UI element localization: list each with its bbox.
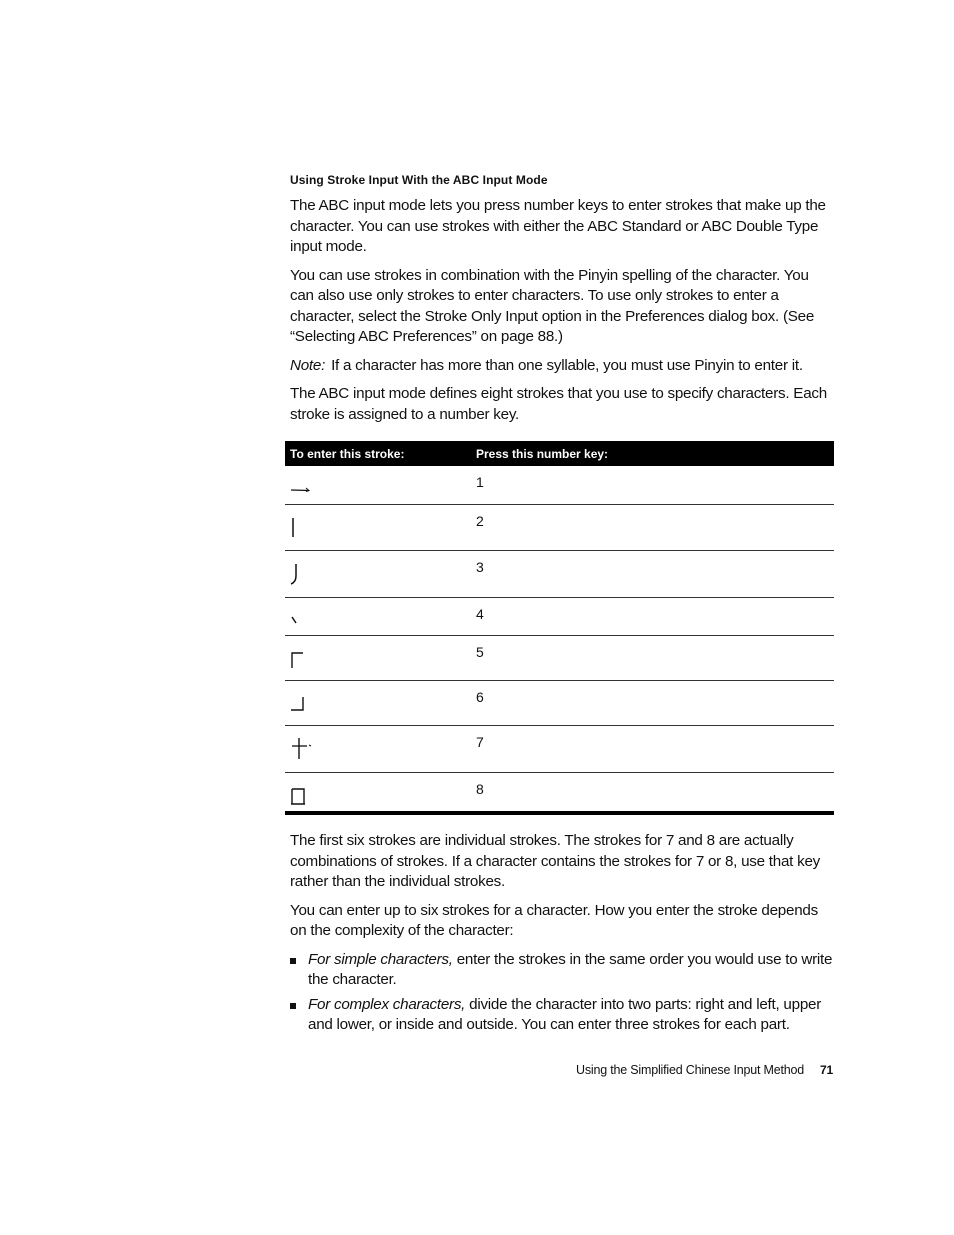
section-heading: Using Stroke Input With the ABC Input Mode (290, 173, 548, 187)
key-cell: 3 (476, 550, 834, 597)
header-key: Press this number key: (476, 441, 834, 466)
key-cell: 5 (476, 635, 834, 680)
combination-paragraph: You can use strokes in combination with the Pinyin spelling of the character. You can also use only strokes to enter characters. To use only strokes to enter a character, select the Stroke Only Input option in the Preferences dialog box. (See “Selecting ABC Preferences” on page 88.) (290, 266, 815, 345)
key-cell: 7 (476, 725, 834, 772)
table-row (285, 504, 834, 550)
vertical-stroke-icon (290, 515, 320, 539)
bullet-text: enter the strokes in the same order you would use to write the character. (308, 950, 833, 988)
stroke-cell (285, 597, 476, 635)
intro-paragraph: The ABC input mode lets you press number keys to enter strokes that make up the character. You can use strokes with either the ABC Standard or ABC Double Type input mode. (290, 197, 826, 255)
stroke-cell (285, 504, 476, 550)
stroke-key-table (285, 441, 834, 815)
table-row (285, 680, 834, 725)
list-item (290, 950, 835, 991)
table-row (285, 635, 834, 680)
box-stroke-icon (290, 783, 320, 807)
first-six-paragraph: The first six strokes are individual strokes. The strokes for 7 and 8 are actually combinations of strokes. If a character contains the strokes for 7 or 8, use that key rather than the individual strokes. (290, 832, 820, 890)
bullet-icon (290, 1003, 296, 1009)
left-falling-stroke-icon (290, 561, 320, 585)
note-text: If a character has more than one syllable, you must use Pinyin to enter it. (331, 356, 803, 374)
bullet-text: divide the character into two parts: right and left, upper and lower, or inside and outside. You can enter three strokes for each part. (308, 995, 822, 1033)
key-cell: 8 (476, 772, 834, 813)
footer-chapter-title: Using the Simplified Chinese Input Method (576, 1063, 805, 1077)
horizontal-down-turn-stroke-icon (290, 646, 320, 670)
list-item (290, 995, 835, 1036)
table-row (285, 466, 834, 504)
table-row (285, 597, 834, 635)
note-paragraph (290, 356, 835, 377)
table-row (285, 725, 834, 772)
bullet-list (290, 950, 835, 1036)
bullet-lead: For complex characters, (308, 995, 466, 1013)
horizontal-stroke-icon (290, 476, 320, 500)
page-number: 71 (820, 1063, 833, 1077)
stroke-cell (285, 466, 476, 504)
header-stroke: To enter this stroke: (285, 441, 476, 466)
table-row (285, 550, 834, 597)
stroke-cell (285, 772, 476, 813)
bullet-lead: For simple characters, (308, 950, 453, 968)
stroke-cell (285, 635, 476, 680)
key-cell: 2 (476, 504, 834, 550)
key-cell: 1 (476, 474, 484, 490)
bottom-turn-stroke-icon (290, 691, 320, 715)
page-content (290, 173, 835, 1040)
bullet-icon (290, 958, 296, 964)
stroke-cell (285, 725, 476, 772)
cross-stroke-icon (290, 736, 320, 760)
table-row (285, 772, 834, 813)
stroke-cell (285, 550, 476, 597)
note-label: Note: (290, 356, 326, 374)
eight-strokes-paragraph: The ABC input mode defines eight strokes that you use to specify characters. Each stroke is assigned to a number key. (290, 385, 827, 423)
page-footer (576, 1063, 833, 1077)
key-cell: 6 (476, 680, 834, 725)
key-cell: 4 (476, 597, 834, 635)
up-to-six-paragraph: You can enter up to six strokes for a character. How you enter the stroke depends on the complexity of the character: (290, 901, 818, 939)
dot-stroke-icon (290, 608, 320, 632)
stroke-cell (285, 680, 476, 725)
table-header-row (285, 441, 834, 466)
